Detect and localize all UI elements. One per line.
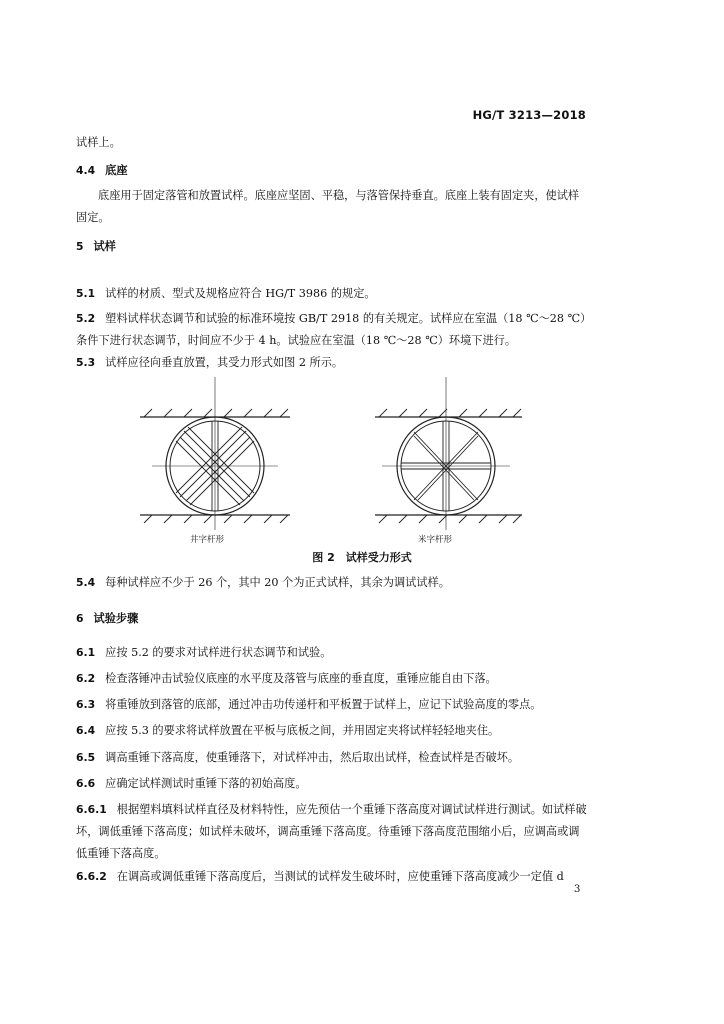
clause-6-5: 6.5 调高重锤下落高度，使重锤落下，对试样冲击，然后取出试样，检查试样是否破坏。: [76, 751, 520, 764]
section-heading-4-4: 4.4 底座: [76, 164, 128, 177]
section-heading-6: 6 试验步骤: [76, 612, 139, 625]
clause-6-2: 6.2 检查落锤冲击试验仪底座的水平度及落管与底座的垂直度，重锤应能自由下落。: [76, 672, 497, 685]
clause-5-1: 5.1 试样的材质、型式及规格应符合 HG/T 3986 的规定。: [76, 287, 376, 300]
paragraph-base: 底座用于固定落管和放置试样。底座应坚固、平稳，与落管保持垂直。底座上装有固定夹，使试样固定。: [76, 189, 580, 224]
clause-6-6-2: 6.6.2 在调高或调低重锤下落高度后，当测试的试样发生破坏时，应使重锤下落高度减少一定值 d: [76, 870, 564, 883]
figure-right-label: 米字杆形: [418, 535, 453, 545]
page-number: 3: [574, 884, 581, 895]
clause-6-1: 6.1 应按 5.2 的要求对试样进行状态调节和试验。: [76, 646, 332, 659]
clause-6-6: 6.6 应确定试样测试时重锤下落的初始高度。: [76, 777, 307, 790]
paragraph-continuation: 试样上。: [76, 136, 121, 149]
section-heading-5: 5 试样: [76, 240, 116, 253]
figure-2-diagram: [130, 375, 530, 535]
right-specimen-mi-shape: [375, 377, 522, 530]
left-specimen-jing-shape: [140, 377, 290, 530]
clause-6-3: 6.3 将重锤放到落管的底部，通过冲击功传递杆和平板置于试样上，应记下试验高度的零点。: [76, 698, 542, 711]
figure-left-label: 井字杆形: [190, 535, 225, 545]
clause-5-4: 5.4 每种试样应不少于 26 个，其中 20 个为正式试样，其余为调试试样。: [76, 576, 450, 589]
clause-6-6-1: 6.6.1 根据塑料填料试样直径及材料特性，应先预估一个重锤下落高度对调试试样进行测试。如试样破坏，调低重锤下落高度；如试样未破坏，调高重锤下落高度。待重锤下落高度范围缩小后，应调高或调低重锤下落高度。: [76, 803, 587, 860]
clause-6-4: 6.4 应按 5.3 的要求将试样放置在平板与底板之间，并用固定夹将试样轻轻地夹住。: [76, 724, 500, 737]
clause-5-3: 5.3 试样应径向垂直放置，其受力形式如图 2 所示。: [76, 356, 344, 369]
standard-number: HG/T 3213—2018: [472, 108, 586, 122]
clause-5-2: 5.2 塑料试样状态调节和试验的标准环境按 GB/T 2918 的有关规定。试样应在室温（18 ℃～28 ℃）条件下进行状态调节，时间应不少于 4 h。试验应在室温（18 ℃～28 ℃）环境下进行。: [76, 312, 586, 347]
figure-caption: 图 2 试样受力形式: [312, 551, 412, 564]
